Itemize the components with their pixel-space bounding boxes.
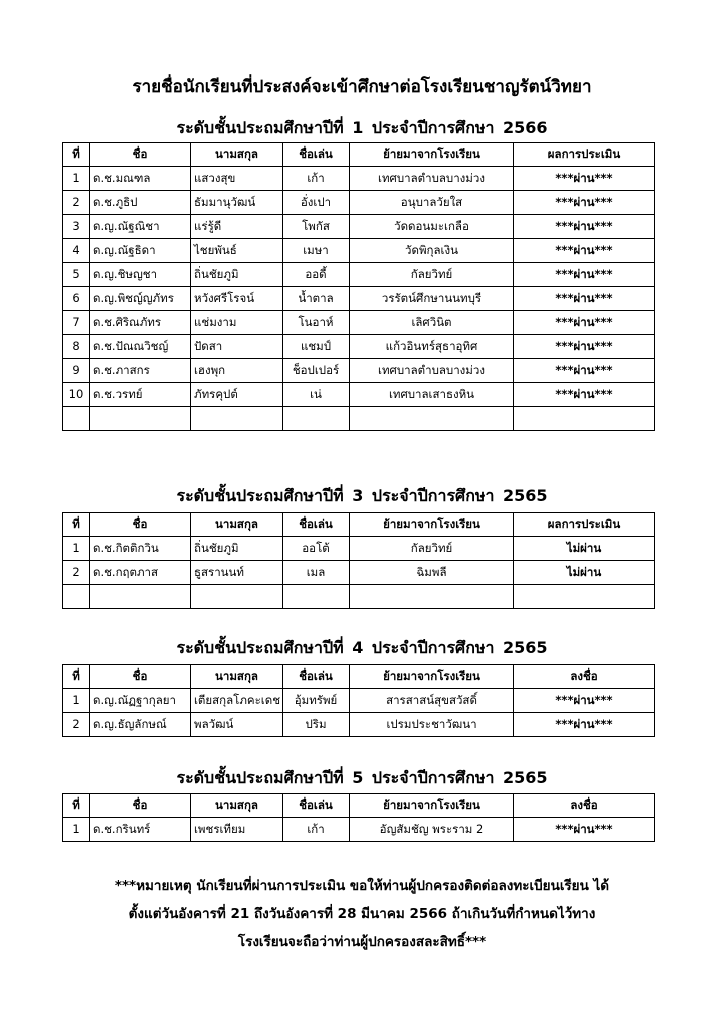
student-name: ด.ญ.ชิษญชา (90, 263, 191, 287)
row-no: 10 (63, 383, 90, 407)
assessment-result: ***ผ่าน*** (514, 383, 655, 407)
table-row (63, 239, 655, 263)
student-name: ด.ช.ภูธิป (90, 191, 191, 215)
students-table-p5 (62, 793, 655, 842)
row-no: 4 (63, 239, 90, 263)
assessment-result: ***ผ่าน*** (514, 167, 655, 191)
empty-row (63, 407, 655, 431)
table-row (63, 537, 655, 561)
student-nickname: โนอาห์ (283, 311, 350, 335)
previous-school: วัดพิกุลเงิน (350, 239, 514, 263)
assessment-result: ไม่ผ่าน (514, 561, 655, 585)
student-name: ด.ญ.ธัญลักษณ์ (90, 713, 191, 737)
student-name: ด.ญ.พิชญ์ญภัทร (90, 287, 191, 311)
table-row (63, 191, 655, 215)
col-no-header: ที่ (63, 143, 90, 167)
student-surname: หวังศรีโรจน์ (191, 287, 283, 311)
col-name-header: ชื่อ (90, 143, 191, 167)
note-line-3: โรงเรียนจะถือว่าท่านผู้ปกครองสละสิทธิ์*** (237, 934, 487, 950)
registration-note (40, 872, 684, 956)
student-nickname: โพกัส (283, 215, 350, 239)
previous-school: สารสาสน์สุขสวัสดิ์ (350, 689, 514, 713)
previous-school: เทศบาลเสาธงหิน (350, 383, 514, 407)
student-name: ด.ช.ศิริณภัทร (90, 311, 191, 335)
row-no: 9 (63, 359, 90, 383)
section-heading-p3: ระดับชั้นประถมศึกษาปีที่ 3 ประจำปีการศึกษา 2565 (176, 486, 548, 505)
row-no: 2 (63, 713, 90, 737)
table-header-row (63, 143, 655, 167)
col-nickname-header: ชื่อเล่น (283, 794, 350, 818)
assessment-result: ***ผ่าน*** (514, 287, 655, 311)
col-school-header: ย้ายมาจากโรงเรียน (350, 794, 514, 818)
student-nickname: เก้า (283, 818, 350, 842)
student-nickname: ออดี้ (283, 263, 350, 287)
table-row (63, 263, 655, 287)
col-no-header: ที่ (63, 794, 90, 818)
section-heading-p1: ระดับชั้นประถมศึกษาปีที่ 1 ประจำปีการศึกษา 2566 (176, 118, 548, 137)
table-row (63, 689, 655, 713)
assessment-result: ***ผ่าน*** (514, 689, 655, 713)
col-result-header: ผลการประเมิน (514, 143, 655, 167)
previous-school: วัดดอนมะเกลือ (350, 215, 514, 239)
student-nickname: เน่ (283, 383, 350, 407)
row-no: 3 (63, 215, 90, 239)
student-nickname: แชมป์ (283, 335, 350, 359)
table-row (63, 215, 655, 239)
col-name-header: ชื่อ (90, 794, 191, 818)
col-sign-header: ลงชื่อ (514, 665, 655, 689)
table-row (63, 713, 655, 737)
col-school-header: ย้ายมาจากโรงเรียน (350, 665, 514, 689)
student-surname: เพชรเทียม (191, 818, 283, 842)
student-surname: แช่มงาม (191, 311, 283, 335)
col-nickname-header: ชื่อเล่น (283, 143, 350, 167)
note-line-2: ตั้งแต่วันอังคารที่ 21 ถึงวันอังคารที่ 28 มีนาคม 2566 ถ้าเกินวันที่กำหนดไว้ทาง (128, 906, 596, 922)
table-row (63, 359, 655, 383)
table-row (63, 561, 655, 585)
students-table-p1 (62, 142, 655, 431)
table-row (63, 383, 655, 407)
student-surname: ไชยพันธ์ (191, 239, 283, 263)
student-surname: ถิ่นชัยภูมิ (191, 537, 283, 561)
previous-school: ฉิมพลี (350, 561, 514, 585)
previous-school: แก้วอินทร์สุธาอุทิศ (350, 335, 514, 359)
col-no-header: ที่ (63, 665, 90, 689)
assessment-result: ***ผ่าน*** (514, 713, 655, 737)
table-header-row (63, 665, 655, 689)
assessment-result: ***ผ่าน*** (514, 215, 655, 239)
assessment-result: ***ผ่าน*** (514, 818, 655, 842)
student-name: ด.ญ.ณัฐธิดา (90, 239, 191, 263)
student-name: ด.ช.ภาสกร (90, 359, 191, 383)
student-nickname: อั่งเปา (283, 191, 350, 215)
previous-school: กัลยวิทย์ (350, 537, 514, 561)
note-line-1: ***หมายเหตุ นักเรียนที่ผ่านการประเมิน ขอให้ท่านผู้ปกครองติดต่อลงทะเบียนเรียน ได้ (114, 878, 610, 894)
student-name: ด.ญ.ณัฐณิชา (90, 215, 191, 239)
col-surname-header: นามสกุล (191, 513, 283, 537)
col-surname-header: นามสกุล (191, 794, 283, 818)
previous-school: อัญสัมชัญ พระราม 2 (350, 818, 514, 842)
student-surname: พลวัฒน์ (191, 713, 283, 737)
table-header-row (63, 513, 655, 537)
student-name: ด.ช.กฤตภาส (90, 561, 191, 585)
row-no: 5 (63, 263, 90, 287)
col-sign-header: ลงชื่อ (514, 794, 655, 818)
previous-school: อนุบาลวัยใส (350, 191, 514, 215)
student-name: ด.ญ.ณัฏฐากุลยา (90, 689, 191, 713)
previous-school: เทศบาลตำบลบางม่วง (350, 167, 514, 191)
student-surname: ธูสรานนท์ (191, 561, 283, 585)
student-nickname: น้ำตาล (283, 287, 350, 311)
student-surname: เฮงพุก (191, 359, 283, 383)
student-nickname: ช็อปเปอร์ (283, 359, 350, 383)
student-nickname: อุ้มทรัพย์ (283, 689, 350, 713)
previous-school: เลิศวินิต (350, 311, 514, 335)
previous-school: เปรมประชาวัฒนา (350, 713, 514, 737)
student-name: ด.ช.กิตติกวิน (90, 537, 191, 561)
student-nickname: เมษา (283, 239, 350, 263)
table-row (63, 818, 655, 842)
col-surname-header: นามสกุล (191, 143, 283, 167)
empty-row (63, 585, 655, 609)
student-name: ด.ช.ปัณณวิชญ์ (90, 335, 191, 359)
previous-school: กัลยวิทย์ (350, 263, 514, 287)
students-table-p3 (62, 512, 655, 609)
row-no: 2 (63, 191, 90, 215)
col-school-header: ย้ายมาจากโรงเรียน (350, 143, 514, 167)
section-heading-p4: ระดับชั้นประถมศึกษาปีที่ 4 ประจำปีการศึกษา 2565 (176, 638, 548, 657)
previous-school: วรรัตน์ศึกษานนทบุรี (350, 287, 514, 311)
assessment-result: ***ผ่าน*** (514, 311, 655, 335)
student-nickname: ออโต้ (283, 537, 350, 561)
col-surname-header: นามสกุล (191, 665, 283, 689)
assessment-result: ***ผ่าน*** (514, 359, 655, 383)
student-surname: ถิ่นชัยภูมิ (191, 263, 283, 287)
students-table-p4 (62, 664, 655, 737)
assessment-result: ***ผ่าน*** (514, 335, 655, 359)
col-school-header: ย้ายมาจากโรงเรียน (350, 513, 514, 537)
student-nickname: เก้า (283, 167, 350, 191)
col-name-header: ชื่อ (90, 665, 191, 689)
section-heading-p5: ระดับชั้นประถมศึกษาปีที่ 5 ประจำปีการศึกษา 2565 (176, 768, 548, 787)
table-row (63, 167, 655, 191)
col-nickname-header: ชื่อเล่น (283, 513, 350, 537)
student-name: ด.ช.วรทย์ (90, 383, 191, 407)
col-nickname-header: ชื่อเล่น (283, 665, 350, 689)
student-surname: เตียสกุลโภคะเดช (191, 689, 283, 713)
table-row (63, 311, 655, 335)
previous-school: เทศบาลตำบลบางม่วง (350, 359, 514, 383)
row-no: 2 (63, 561, 90, 585)
row-no: 6 (63, 287, 90, 311)
row-no: 7 (63, 311, 90, 335)
student-nickname: ปริม (283, 713, 350, 737)
row-no: 1 (63, 167, 90, 191)
assessment-result: ***ผ่าน*** (514, 191, 655, 215)
assessment-result: ***ผ่าน*** (514, 239, 655, 263)
table-row (63, 335, 655, 359)
table-row (63, 287, 655, 311)
col-result-header: ผลการประเมิน (514, 513, 655, 537)
table-header-row (63, 794, 655, 818)
row-no: 1 (63, 818, 90, 842)
student-name: ด.ช.กรินทร์ (90, 818, 191, 842)
assessment-result: ***ผ่าน*** (514, 263, 655, 287)
student-name: ด.ช.มณฑล (90, 167, 191, 191)
row-no: 1 (63, 689, 90, 713)
page-title: รายชื่อนักเรียนที่ประสงค์จะเข้าศึกษาต่อโรงเรียนชาญรัตน์วิทยา (132, 77, 592, 97)
row-no: 8 (63, 335, 90, 359)
student-surname: ปัดสา (191, 335, 283, 359)
student-surname: แร่รู้ดี (191, 215, 283, 239)
student-surname: ภัทรคุปต์ (191, 383, 283, 407)
student-surname: แสวงสุข (191, 167, 283, 191)
row-no: 1 (63, 537, 90, 561)
col-name-header: ชื่อ (90, 513, 191, 537)
student-nickname: เมล (283, 561, 350, 585)
assessment-result: ไม่ผ่าน (514, 537, 655, 561)
col-no-header: ที่ (63, 513, 90, 537)
student-surname: ธัมมานุวัฒน์ (191, 191, 283, 215)
